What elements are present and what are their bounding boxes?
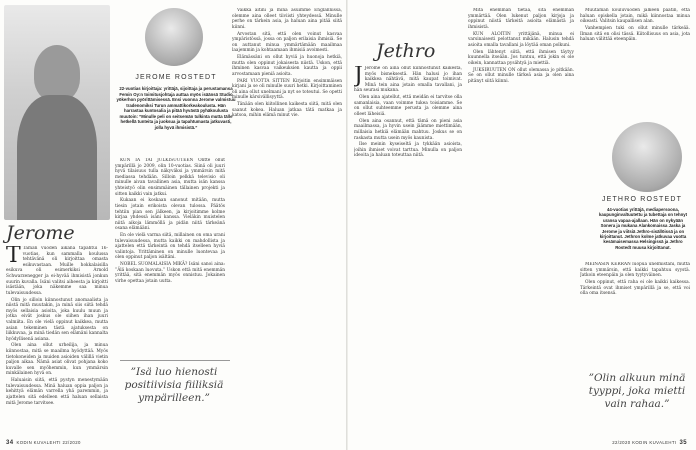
quote-rule-top [120, 360, 230, 361]
jerome-column-right: Vaikka äitini ja minä asuimme Englannissa, olemme aina olleet tiiviisti yhteydessä. Minulle perhe on tärkein asia, ja haluan aina pitää siitä kiinni. Arvostan sitä, että olen voinut kasvaa ympäristössä, jossa on paljon erilaisia ihmisiä. Se on auttanut minua ymmärtämään maailmaa laajemmin ja kohtaamaan ihmisiä avoimesti. Elämässäni on ollut hyviä ja huonoja hetkiä, mutta olen oppinut jokaisesta niistä. Uskon, että ihminen kasvaa vaikeuksien kautta ja oppii arvostamaan pieniä asioita. PARI VUOTTA SITTEN Kirjoitin ensimmäisen kirjani ja se oli minulle suuri hetki. Kirjoittaminen oli aina ollut unelmani ja nyt se toteutui. Se opetti minulle kärsivällisyyttä. Tänään olen kiitollinen kaikesta siitä, mitä olen saanut kokea. Haluan jatkaa tätä matkaa ja katsoa, mihin elämä minut vie. [232, 8, 342, 119]
jethro-portrait [612, 122, 682, 192]
right-page [348, 0, 696, 450]
page-number-left: 34 [6, 440, 14, 446]
jethro-column-mid: Mitä enemmän tietää, sitä enemmän ymmärtää. Olen lukenut paljon kirjoja ja oppinut niistä tärkeitä asioita elämästä ja ihmisistä. KUN ALOITIN yrittäjänä, minua ei varsinaisesti pelottanut mikään. Halusin tehdä asioita omalla tavallani ja löytää oman polkuni. Olen lähtenyt siitä, että ihmisen täytyy kuunnella itseään. Jos tuntuu, että jokin ei ole oikein, kannattaa pysähtyä ja miettiä. JUKSIRUUTEN ON ollut olemassa jo pitkään. Se on ollut minulle tärkeä asia ja olen aina pitänyt siitä kiinni. [468, 8, 574, 84]
jethro-pull-quote: ”Olin alkuun minä tyyppi, joka mietti vain rahaa.” [588, 372, 686, 410]
jerome-portrait-name: JEROME ROSTEDT [135, 74, 217, 81]
jerome-pull-quote: ”Isä luo hienosti positiivisia fiiliksiä ympärilleen.” [124, 366, 224, 404]
jerome-portrait-caption: 22-vuotias kirjoittaja: yrittäjä, sijoittaja ja perustamansa Femin Oy:n toimitusjohtaja auttaa myös isäänsä Studio yökerhon pyörittämisessä. Ensi vuonna Jerome valmistuu tradenomiksi Turun ammattikorkeakoulusta. Hän harrastaa kuntosalia ja pitää hyvästä pyhäkoulusta muutoin: ”Minulle peli on seitsemän tulkinta mutta tälle hetkellä tunteita ja juoksua ja tapahtumasta jatkuvasti, jolla hyvä ihmisistä.” [116, 86, 236, 130]
jethro-bio-name: JETHRO ROSTEDT [601, 196, 683, 203]
dropcap: T [6, 246, 21, 268]
jerome-heading: Jerome [6, 222, 75, 244]
jethro-bio: 44-vuotias yrittäjä, mediapersoona, kaupunginvaltuutettu ja tubettaja on tehnyt uransa vapaa-ajallaan. Hän on nykyään Sonera ja mukana Alankomaissa Jaska ja Jerome ja viitsiä Jethro-sisällöissä ja on kirjoittanut. Jethron kolme jatkuvaa vuotta kesämaisemassa Helsingissä ja Jethro Rostedt muusa kirjoittanut. [598, 207, 688, 250]
jerome-column-left: T Tämän vuoden aikana tapahtui 16-vuotias, kun sammalla koulussa tehtävänä oli kirjoittaa omasta esikuvastaan. Muille hokkalaisilla esikuva oli esimerkiksi Arnold Schwarzenegger ja ei-hyvää ihmisistä jonkun suurin kuvalla. Isäni valitsi aiheesta ja kirjoitti isästään, joka näkemme saa minua tulevaisuudessa. Olin jo silloin kiinnostunut anomaalista ja niistä mitä muutakin, ja minä siis siitä tehdä myös sellaisia asioita, joka kuulu muun ja jotka eivät joskus ole siihen ihan juuri valmiita. En ole vielä oppinut kaikkea, mutta asian tekeminen tästä ajatuksesta on liikkuvaa, ja minä tiedän sen elämäni kannalta hyödyllisenä asiana. Olen aina ollut urheilija, ja minua kiinnostaa, mitä se maailma hyödyttää. Myös tietokoneiden ja muiden asioiden välillä vietin paljon aikaa. Nämä asiat olivat pohjana koko kuvalle sen myöhemmin, kun ymmärsin minkälainen hyvä on. Haluaisin siitä, että pystyn menestymään tulevaisuudessa. Minä haluan oppia paljon ja kehittyä elämän varrella yhä paremmin, ja ajattelen sitä edelleen että haluan sellaista mitä Jerome tarvitsee. [6, 246, 108, 406]
jerome-photo [4, 5, 110, 220]
magazine-issue-right: 22/2020 KODIN KUVALEHTI [612, 440, 677, 445]
jethro-column-right: Muutaman kouluvuoden jälkeen päätin, että haluan opiskella jotain, mikä kiinnostaa minua oikeasti. Valitsin kaupallisen alan. Vanhempien tuki on ollut minulle tärkeää. Ilman sitä en olisi tässä. Kiitollisuus on asia, jota haluan välittää eteenpäin. [580, 8, 690, 43]
jethro-column-left: J Jerome on aina ollut kiinnostunut kaikesta, myös bisneksestä. Hän halusi jo ihan kaikkea nähtävä, mitä kaupat toimivat. Minä tein aina jotain omalla tavallani, ja hän seurasi mukana. Olen aina ajatellut, että meidän ei tarvitse olla samanlaisia, vaan voimme tukea toisiamme. Se on ollut suhteemme perusta ja olemme aina olleet läheisiä. Olen aina osannut, että tämä on pieni asia maailmassa, ja hyvin usein jäämme miettimään, millaisia hetkiä elämään mahtuu. Joskus se on raskasta mutta usein myös kaunista. Ilse meinin kyseiseltä ja tykkään asioista, joihin ihmiset voivat tarttua. Minulla on paljon ideoita ja haluan toteuttaa niitä. [354, 66, 462, 159]
jerome-portrait [145, 8, 203, 66]
jethro-heading: Jethro [376, 40, 436, 62]
left-footer [6, 440, 81, 446]
page-number-right: 35 [679, 440, 687, 446]
jethro-column-right-lower: MEINASIN KERRAN luopua unelmistani, mutta sitten ymmärsin, että kaikki tapahtuu syystä. Jatkoin eteenpäin ja olen tyytyväinen. Olen oppinut, että raha ei ole kaikki kaikessa. Tärkeintä ovat ihmiset ympärillä ja se, että voi olla oma itsensä. [580, 262, 690, 297]
magazine-issue-left: KODIN KUVALEHTI 22/2020 [16, 440, 81, 445]
jerome-column-mid: KUN IÄ TAI JULKISUUTEEN Olitte ollut ympärillä jo 2009, olin 10-vuotias. Siinä oli juuri hyvä tilaisuus tulla näkyväksi ja ymmärsin mitä mediassa tehdään. Silloin pelkkä televisio oli minulle aivan tavallinen asia, mutta isän kanssa yhteistyö olin ensimmäinen tällainen projekti ja sitten kaikki vain jatkui. Kukaan ei koskaan sanonut mitään, mutta tiesin jotain erikoista olevan tulossa. Päätös tehtiin pian sen jälkeen, ja kirjoitimme kolme kirjaa yhdessä isäni kanssa. Vieläkin muistelen niitä aikoja lämmöllä ja pidän niitä tärkeänä osana elämääni. En ole vielä varma siitä, millainen on oma urani tulevaisuudessa, mutta kaikki on mahdollista ja ajattelen että tärkeintä on tehdä itselleen hyviä valintoja. Yrittäminen on minulle luontevaa ja olen oppinut paljon isältäni. NOBEL SUOMALAISIA MIKÄ? Isäni sanoi aina: ”Älä koskaan luovuta.” Uskon että mitä enemmän yrittää, sitä enemmän myös onnistuu. Jokainen virhe opettaa jotain uutta. [115, 158, 225, 285]
right-footer [612, 440, 690, 446]
dropcap-j: J [354, 66, 363, 88]
